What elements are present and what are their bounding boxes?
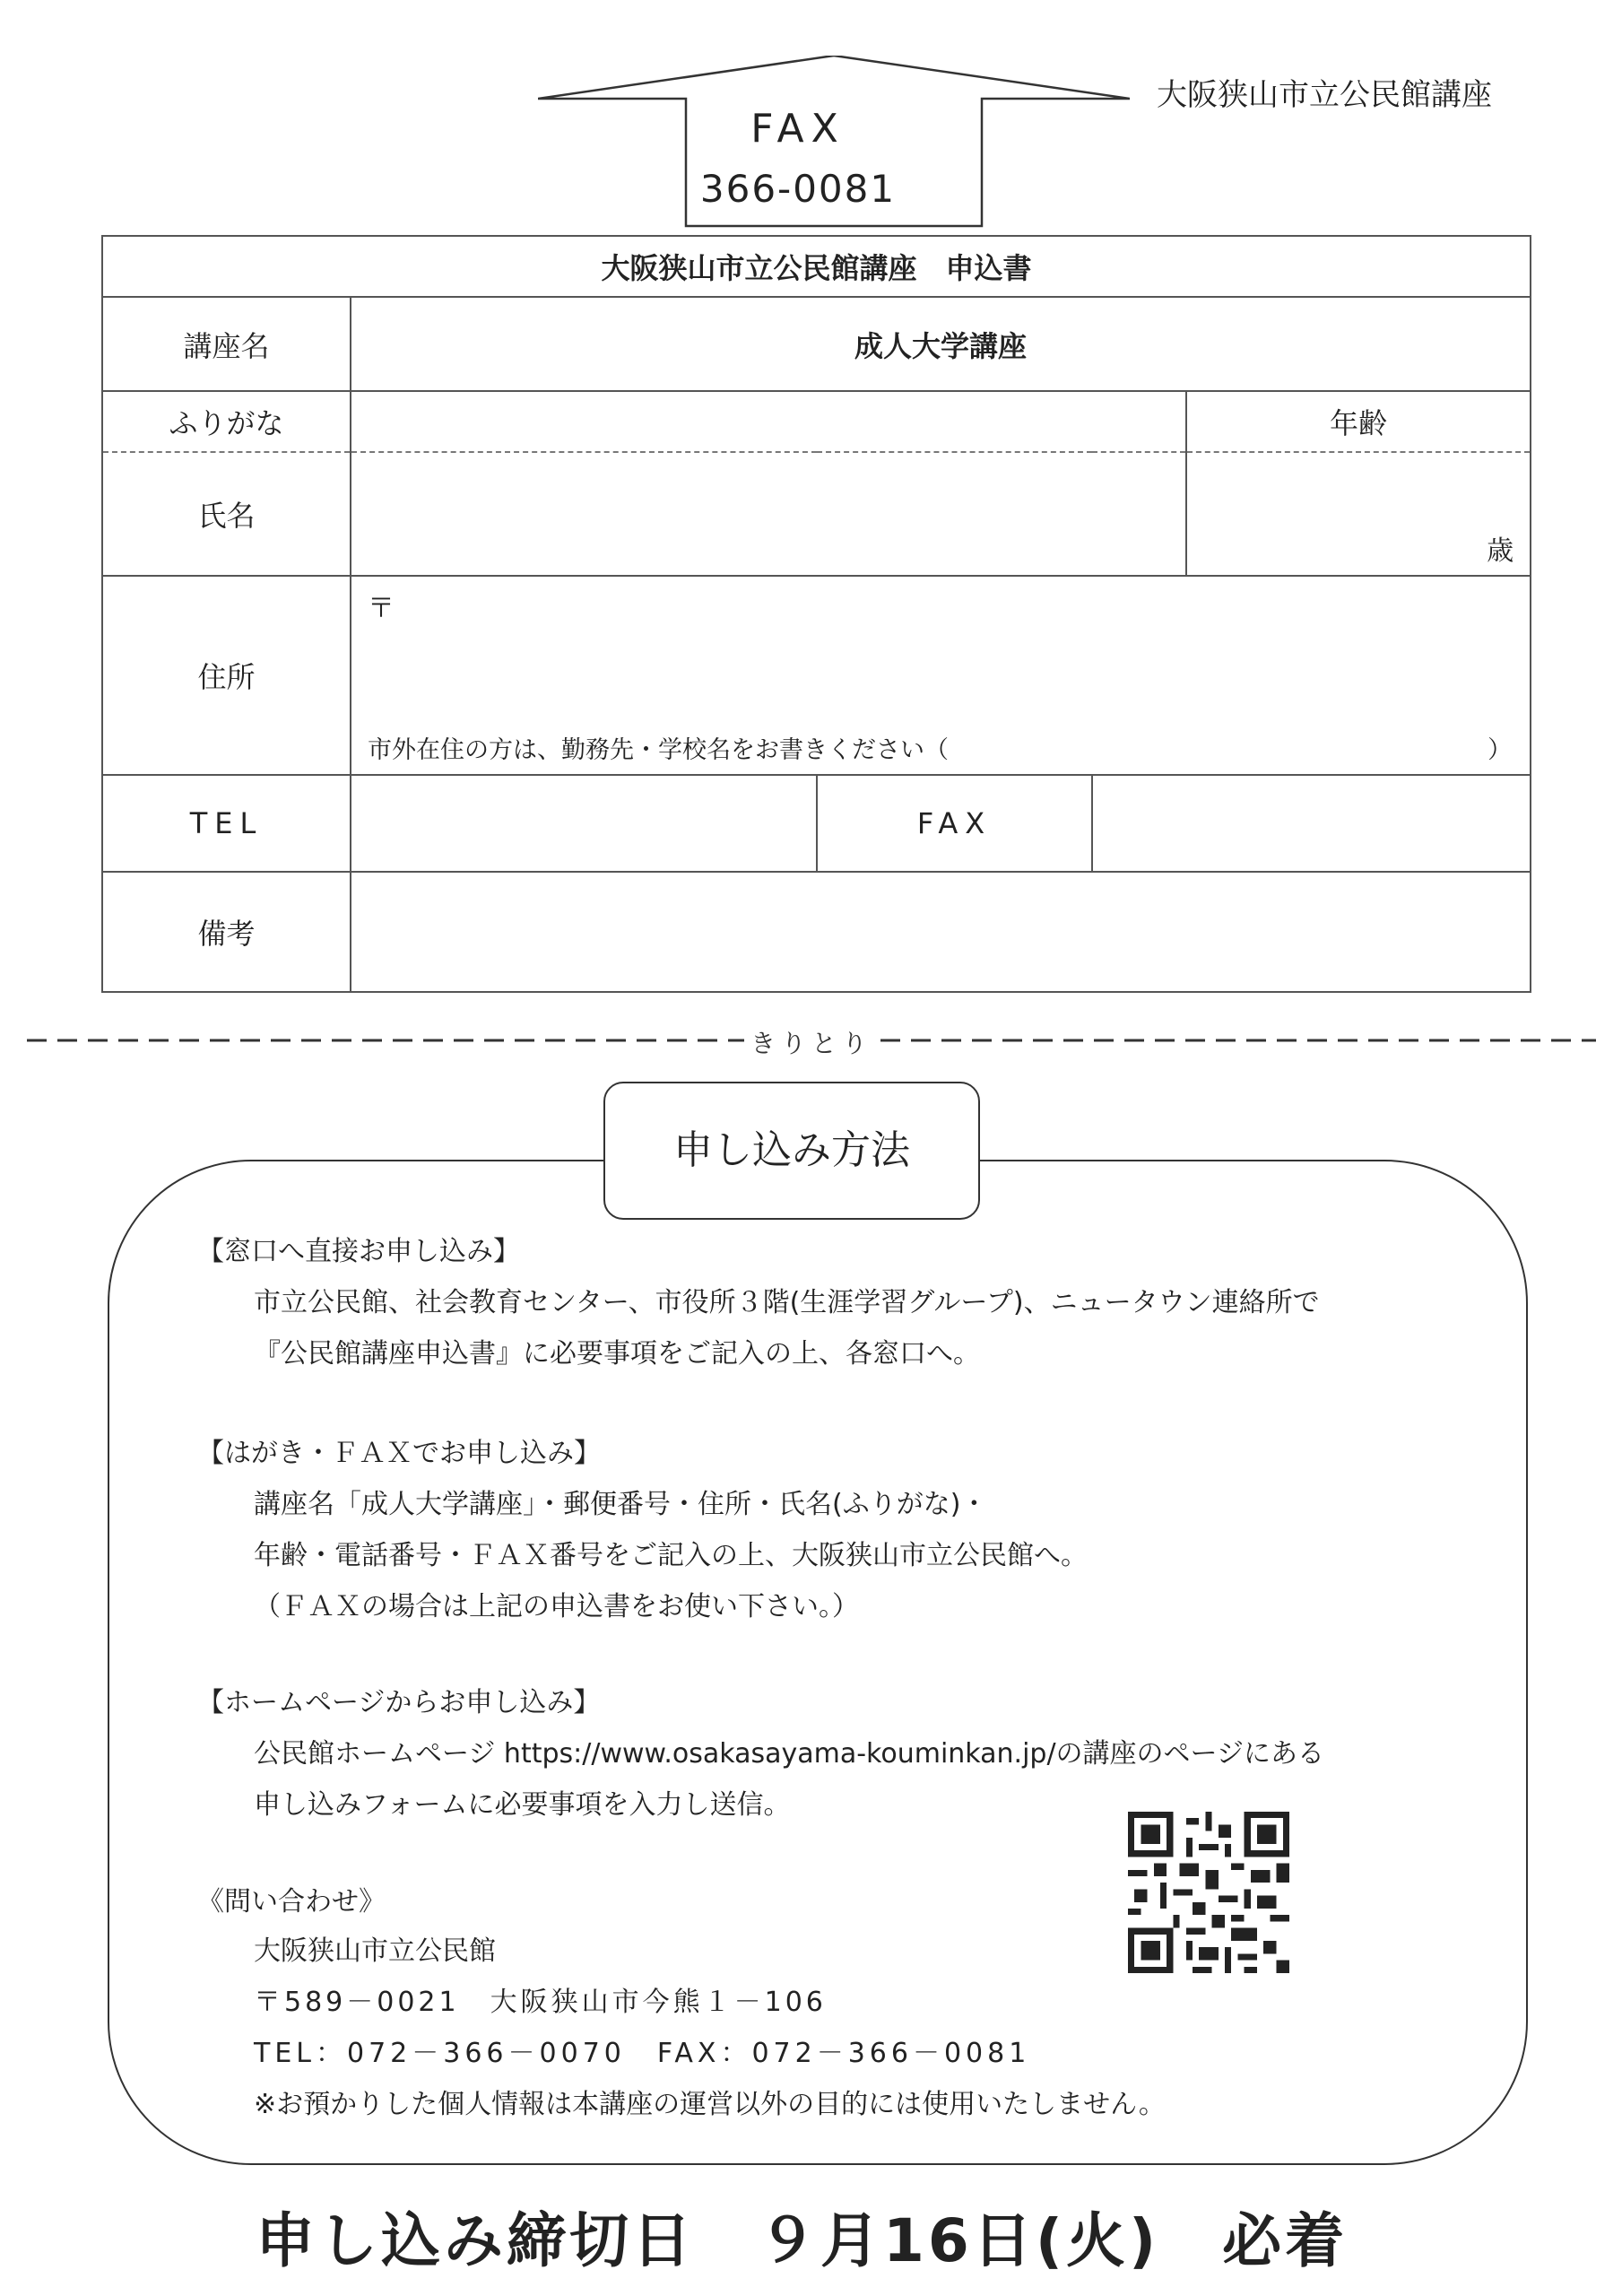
fax-field[interactable]: [1092, 775, 1531, 872]
method-line: 年齢・電話番号・ＦＡＸ番号をご記入の上、大阪狭山市立公民館へ。: [254, 1540, 1088, 1571]
method-line: 『公民館講座申込書』に必要事項をご記入の上、各窓口へ。: [254, 1338, 980, 1370]
name-field[interactable]: [351, 452, 1186, 576]
method-line: 市立公民館、社会教育センター、市役所３階(生涯学習グループ)、ニュータウン連絡所で: [254, 1287, 1320, 1318]
contact-heading: 《問い合わせ》: [197, 1886, 386, 1918]
furigana-label: ふりがな: [102, 391, 351, 452]
form-title: 大阪狭山市立公民館講座 申込書: [102, 236, 1531, 297]
privacy-note: ※お預かりした個人情報は本講座の運営以外の目的には使用いたしません。: [254, 2089, 1166, 2120]
application-form: [101, 235, 1531, 993]
contact-org: 大阪狭山市立公民館: [254, 1935, 496, 1967]
age-field[interactable]: [1186, 452, 1531, 576]
organization-title: 大阪狭山市立公民館講座: [1157, 77, 1492, 113]
method-heading-mail-fax: 【はがき・ＦＡＸでお申し込み】: [197, 1438, 601, 1469]
address-note-close: ）: [1488, 736, 1513, 764]
fax-number: 366-0081: [699, 167, 897, 211]
cut-label: きりとり: [744, 1024, 879, 1060]
address-field[interactable]: [351, 576, 1531, 775]
method-title: 申し込み方法: [603, 1082, 980, 1220]
notes-label: 備考: [102, 872, 351, 992]
qr-code-icon[interactable]: [1128, 1812, 1289, 1973]
method-line: 講座名「成人大学講座」・郵便番号・住所・氏名(ふりがな)・: [254, 1489, 988, 1520]
tel-field[interactable]: [351, 775, 817, 872]
address-label: 住所: [102, 576, 351, 775]
age-label: 年齢: [1186, 391, 1531, 452]
method-heading-web: 【ホームページからお申し込み】: [197, 1687, 601, 1718]
course-label: 講座名: [102, 297, 351, 391]
method-line: （ＦＡＸの場合は上記の申込書をお使い下さい。）: [254, 1591, 859, 1622]
method-line: 申し込みフォームに必要事項を入力し送信。: [254, 1789, 791, 1821]
contact-phone: TEL：072－366－0070 FAX：072－366－0081: [254, 2038, 1031, 2069]
fax-label: FAX: [750, 106, 846, 152]
furigana-field[interactable]: [351, 391, 1186, 452]
name-label: 氏名: [102, 452, 351, 576]
method-heading-counter: 【窓口へ直接お申し込み】: [197, 1236, 520, 1267]
fax-field-label: FAX: [817, 775, 1092, 872]
contact-address: 〒589－0021 大阪狭山市今熊１－106: [254, 1987, 827, 2018]
address-note: 市外在住の方は、勤務先・学校名をお書きください（: [368, 736, 949, 764]
method-line-url[interactable]: 公民館ホームページ https://www.osakasayama-kouminkan.jp/の講座のページにある: [254, 1738, 1324, 1770]
tel-label: TEL: [102, 775, 351, 872]
course-value: 成人大学講座: [351, 297, 1531, 391]
postal-mark: 〒: [368, 593, 395, 624]
deadline: 申し込み締切日 ９月16日(火) 必着: [256, 2206, 1349, 2275]
notes-field[interactable]: [351, 872, 1531, 992]
age-unit: 歳: [1487, 535, 1514, 567]
